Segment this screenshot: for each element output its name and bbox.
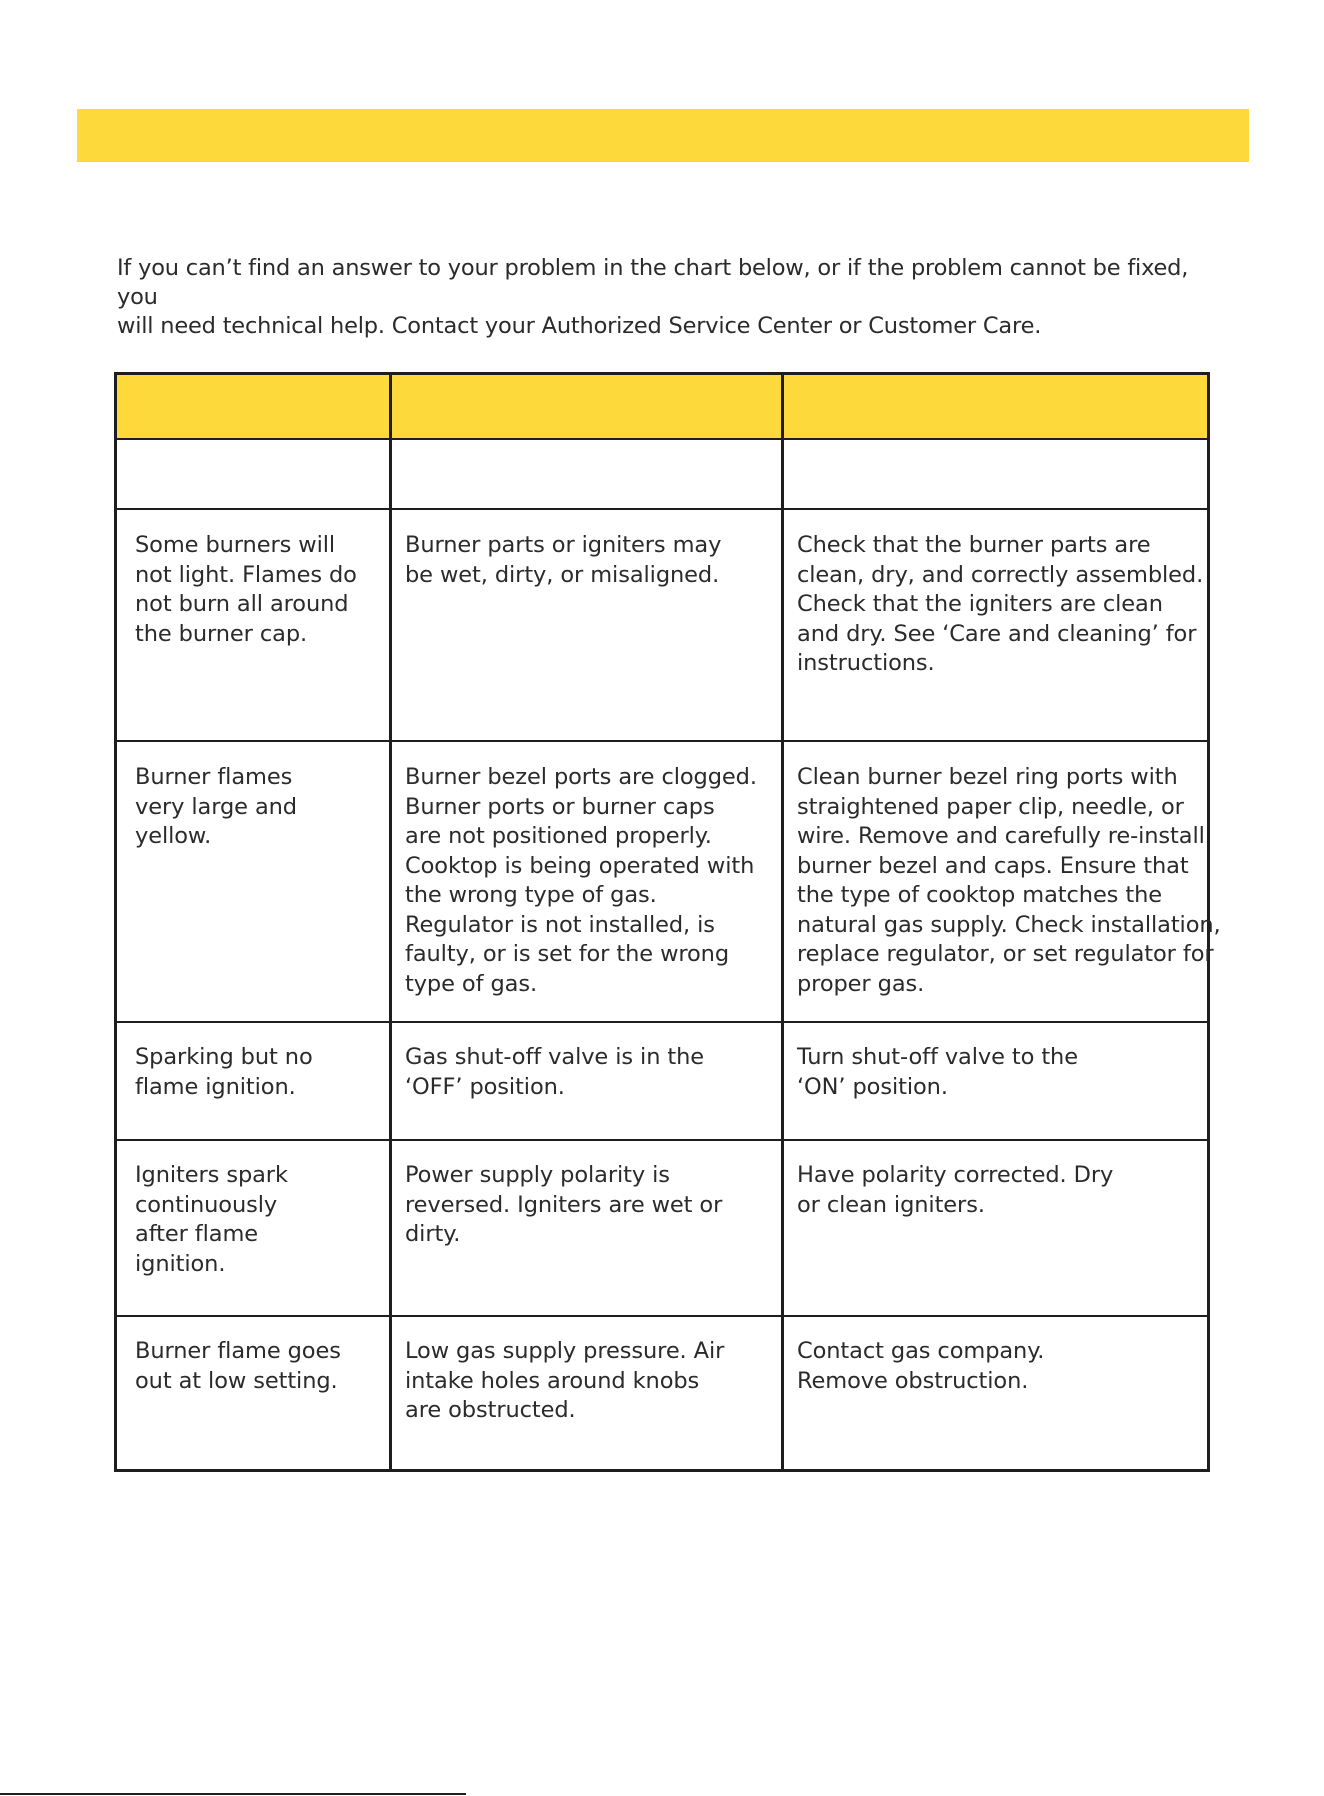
row-divider-5 (117, 1315, 1207, 1317)
cell-text-line: Have polarity corrected. Dry (797, 1162, 1114, 1188)
table-cell-solution (797, 763, 1221, 999)
intro-paragraph (117, 254, 1227, 341)
cell-text-line: flame ignition. (135, 1073, 296, 1100)
cell-text-line: Check that the igniters are clean (797, 591, 1163, 617)
cell-text-line: not light. Flames do (135, 561, 357, 588)
cell-text-line: Remove obstruction. (797, 1367, 1029, 1394)
cell-text-line: burner bezel and caps. Ensure that (797, 852, 1189, 879)
table-cell-cause (405, 1043, 775, 1102)
cell-text-line: and dry. See ‘Care and cleaning’ for (797, 620, 1197, 647)
table-cell-solution (797, 531, 1207, 679)
table-cell-problem (135, 1337, 383, 1396)
cell-text-line: Burner flame goes (135, 1338, 341, 1364)
cell-text-line: instructions. (797, 650, 935, 676)
cell-text-line: not burn all around (135, 591, 349, 617)
table-cell-problem (135, 1161, 383, 1279)
cell-text-line: yellow. (135, 823, 212, 849)
column-divider-2 (781, 375, 784, 1469)
cell-text-line: are obstructed. (405, 1397, 576, 1423)
cell-text-line: Cooktop is being operated with (405, 852, 755, 879)
cell-text-line: intake holes around knobs (405, 1367, 700, 1394)
table-cell-problem (135, 531, 383, 649)
cell-text-line: Gas shut-off valve is in the (405, 1044, 705, 1070)
row-divider-1 (117, 508, 1207, 510)
cell-text-line: the type of cooktop matches the (797, 882, 1162, 908)
cell-text-line: straightened paper clip, needle, or (797, 793, 1184, 820)
cell-text-line: type of gas. (405, 970, 537, 997)
cell-text-line: replace regulator, or set regulator for (797, 941, 1214, 967)
cell-text-line: the burner cap. (135, 620, 308, 647)
cell-text-line: the wrong type of gas. (405, 882, 657, 908)
cell-text-line: very large and (135, 793, 297, 820)
cell-text-line: continuously (135, 1191, 278, 1218)
cell-text-line: ‘OFF’ position. (405, 1073, 565, 1100)
cell-text-line: are not positioned properly. (405, 823, 712, 849)
table-cell-solution (797, 1043, 1207, 1102)
intro-line-2: will need technical help. Contact your Authorized Service Center or Customer Care. (117, 313, 1042, 339)
cell-text-line: wire. Remove and carefully re-install (797, 823, 1205, 849)
column-divider-1 (389, 375, 392, 1469)
cell-text-line: Burner ports or burner caps (405, 793, 715, 820)
table-cell-cause (405, 1161, 775, 1250)
cell-text-line: proper gas. (797, 970, 925, 997)
row-divider-3 (117, 1021, 1207, 1023)
cell-text-line: Some burners will (135, 532, 336, 558)
cell-text-line: clean, dry, and correctly assembled. (797, 561, 1204, 588)
troubleshooting-table (114, 372, 1221, 1472)
cell-text-line: natural gas supply. Check installation, (797, 911, 1221, 938)
cell-text-line: Turn shut-off valve to the (797, 1044, 1078, 1070)
footer-rule (0, 1793, 466, 1795)
cell-text-line: Sparking but no (135, 1044, 313, 1070)
table-cell-cause (405, 531, 775, 590)
cell-text-line: faulty, or is set for the wrong (405, 941, 730, 967)
cell-text-line: Power supply polarity is (405, 1162, 670, 1188)
cell-text-line: be wet, dirty, or misaligned. (405, 561, 720, 588)
cell-text-line: Regulator is not installed, is (405, 911, 715, 938)
cell-text-line: Clean burner bezel ring ports with (797, 764, 1178, 790)
table-cell-solution (797, 1337, 1207, 1396)
cell-text-line: Burner bezel ports are clogged. (405, 764, 757, 790)
cell-text-line: Contact gas company. (797, 1338, 1045, 1364)
cell-text-line: out at low setting. (135, 1367, 338, 1394)
cell-text-line: ‘ON’ position. (797, 1073, 948, 1100)
cell-text-line: reversed. Igniters are wet or (405, 1191, 723, 1218)
table-cell-cause (405, 1337, 775, 1426)
table-cell-problem (135, 1043, 383, 1102)
cell-text-line: or clean igniters. (797, 1191, 985, 1218)
row-divider-4 (117, 1139, 1207, 1141)
cell-text-line: Burner flames (135, 764, 293, 790)
cell-text-line: Check that the burner parts are (797, 532, 1151, 558)
cell-text-line: after flame (135, 1221, 259, 1247)
table-cell-problem (135, 763, 383, 852)
cell-text-line: dirty. (405, 1221, 461, 1247)
table-header-row (117, 375, 1207, 439)
cell-text-line: Low gas supply pressure. Air (405, 1338, 725, 1364)
table-cell-solution (797, 1161, 1207, 1220)
table-cell-cause (405, 763, 775, 999)
row-divider-2 (117, 740, 1207, 742)
cell-text-line: Igniters spark (135, 1162, 288, 1188)
section-header-banner (77, 109, 1249, 162)
cell-text-line: Burner parts or igniters may (405, 532, 722, 558)
intro-line-1: If you can’t find an answer to your problem in the chart below, or if the problem cannot be fixed, you (117, 255, 1189, 310)
row-divider-header (117, 438, 1207, 440)
cell-text-line: ignition. (135, 1250, 226, 1277)
